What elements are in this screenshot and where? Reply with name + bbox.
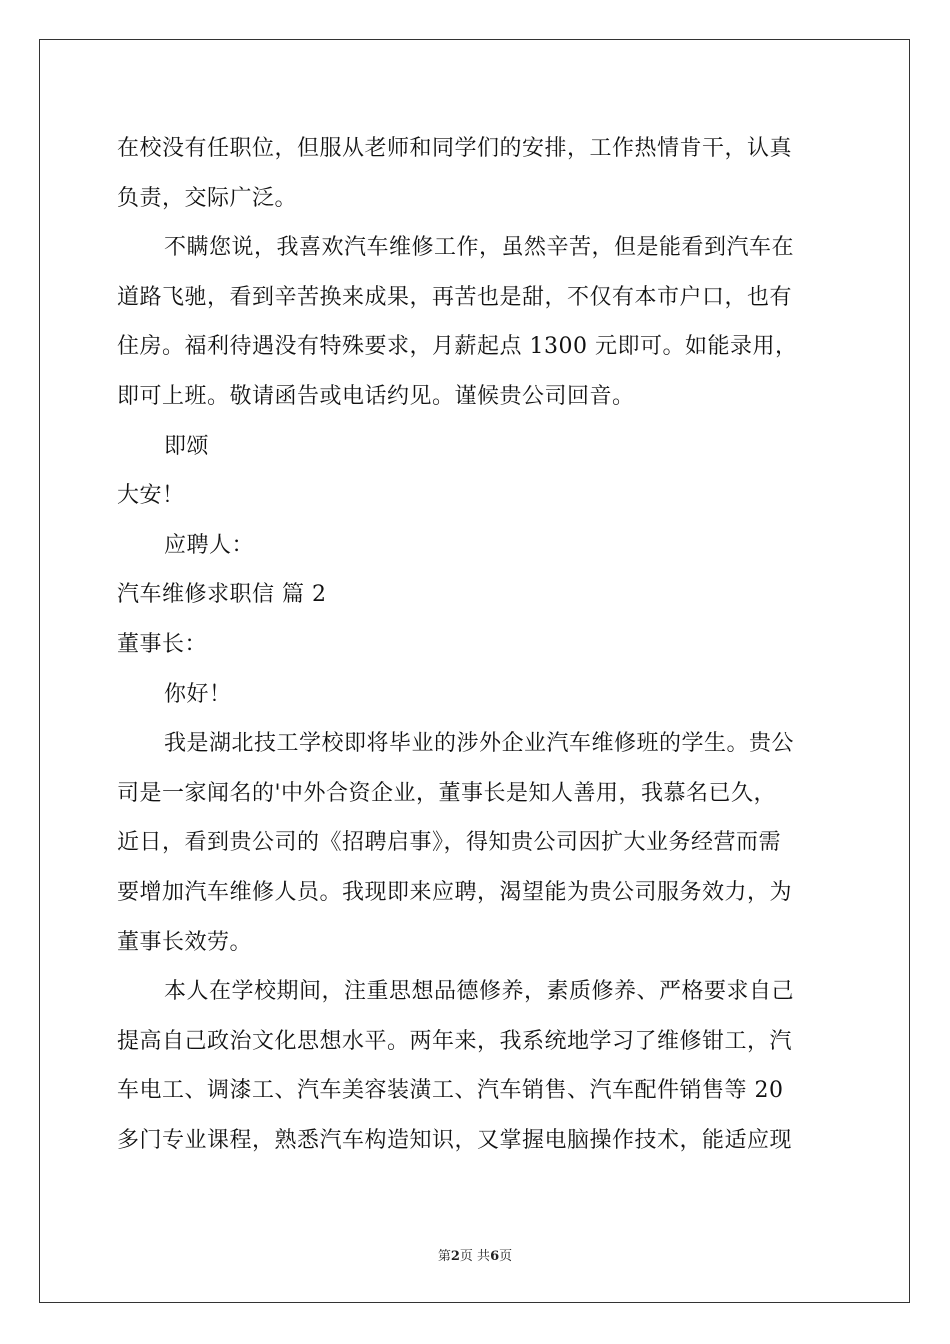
- text-line: 住房。福利待遇没有特殊要求，月薪起点 1300 元即可。如能录用，: [117, 334, 798, 360]
- greeting: 你好！: [164, 681, 232, 707]
- text-line: 近日，看到贵公司的《招聘启事》，得知贵公司因扩大业务经营而需: [117, 830, 782, 856]
- text-line: 即可上班。敬请函告或电话约见。谨候贵公司回音。: [117, 383, 635, 409]
- text-line: 本人在学校期间，注重思想品德修养，素质修养、严格要求自己: [164, 979, 795, 1005]
- closing-wish: 大安！: [117, 483, 185, 509]
- closing-greeting: 即颂: [164, 433, 210, 459]
- text-line: 在校没有任职位，但服从老师和同学们的安排，工作热情肯干，认真: [117, 136, 793, 161]
- total-pages-number: 6: [490, 1249, 500, 1264]
- text-line: 不瞒您说，我喜欢汽车维修工作，虽然辛苦，但是能看到汽车在: [164, 235, 795, 261]
- page-suffix: 页: [499, 1249, 513, 1264]
- section-title: 汽车维修求职信 篇 2: [117, 582, 327, 608]
- page-prefix: 第: [437, 1249, 451, 1264]
- text-line: 道路飞驰，看到辛苦换来成果，再苦也是甜，不仅有本市户口，也有: [117, 284, 793, 310]
- text-line: 司是一家闻名的'中外合资企业，董事长是知人善用，我慕名已久，: [117, 780, 777, 806]
- text-line: 我是湖北技工学校即将毕业的涉外企业汽车维修班的学生。贵公: [164, 731, 795, 757]
- text-line: 多门专业课程，熟悉汽车构造知识，又掌握电脑操作技术，能适应现: [117, 1127, 793, 1153]
- signature-label: 应聘人：: [164, 532, 255, 558]
- page-footer: [0, 1247, 950, 1267]
- salutation: 董事长：: [117, 631, 208, 657]
- text-line: 车电工、调漆工、汽车美容装潢工、汽车销售、汽车配件销售等 20: [117, 1078, 784, 1104]
- document-body: [117, 124, 833, 1165]
- text-line: 董事长效劳。: [117, 929, 253, 955]
- text-line: 要增加汽车维修人员。我现即来应聘，渴望能为贵公司服务效力，为: [117, 879, 793, 905]
- text-line: 提高自己政治文化思想水平。两年来，我系统地学习了维修钳工，汽: [117, 1028, 793, 1054]
- page-mid: 页 共: [459, 1249, 491, 1264]
- text-line: 负责，交际广泛。: [117, 185, 298, 211]
- current-page-number: 2: [450, 1249, 460, 1264]
